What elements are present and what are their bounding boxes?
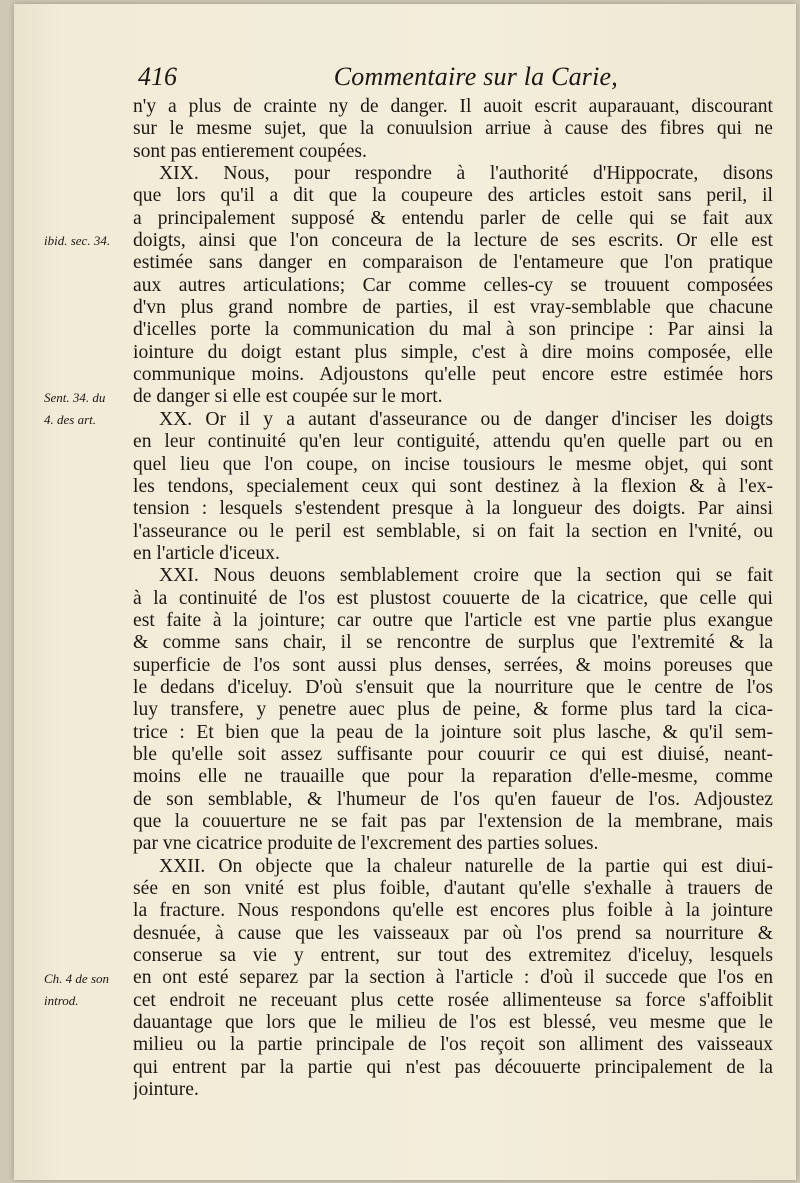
text-line: iointure du doigt estant plus simple, c'est à dire moins composée, elle: [133, 341, 773, 363]
text-line: par vne cicatrice produite de l'excrement des parties solues.: [133, 833, 599, 855]
margin-note: introd.: [44, 993, 79, 1008]
page-header: [138, 62, 618, 92]
text-line: l'asseurance ou le peril est semblable, si on fait la section en l'vnité, ou: [133, 520, 773, 542]
text-line: en leur continuité qu'en leur contiguité, attendu qu'en quelle part ou en: [133, 431, 773, 453]
text-line: en l'article d'iceux.: [133, 542, 280, 564]
text-line: & comme sans chair, il se rencontre de surplus que l'extremité & la: [133, 632, 773, 654]
text-line: aux autres articulations; Car comme celles-cy se trouuent composées: [133, 274, 773, 296]
margin-note: Sent. 34. du: [44, 389, 106, 405]
text-line: luy transfere, y penetre auec plus de peine, & forme plus tard la cica-: [133, 699, 773, 721]
text-line: d'vn plus grand nombre de parties, il est vray-semblable que chacune: [133, 297, 773, 319]
body-text: [133, 96, 773, 1101]
text-line: d'icelles porte la communication du mal à son principe : Par ainsi la: [133, 319, 773, 341]
text-line: doigts, ainsi que l'on conceura de la lecture de ses escrits. Or elle est: [133, 230, 773, 252]
text-line: communique moins. Adjoustons qu'elle peut encore estre estimée hors: [133, 364, 773, 386]
text-line: moins elle ne trauaille que pour la reparation d'elle-mesme, comme: [133, 766, 773, 788]
text-line: sée en son vnité est plus foible, d'autant qu'elle s'exhalle à trauers de: [133, 878, 773, 900]
text-line: est faite à la jointure; car outre que l'article est vne partie plus exangue: [133, 609, 773, 631]
text-line: la fracture. Nous respondons qu'elle est encores plus foible à la jointure: [133, 900, 773, 922]
text-line: XXI. Nous deuons semblablement croire que la section qui se fait: [159, 565, 773, 587]
text-line: sont pas entierement coupées.: [133, 140, 367, 162]
text-line: les tendons, specialement ceux qui sont destinez à la flexion & à l'ex-: [133, 475, 773, 497]
text-line: XIX. Nous, pour respondre à l'authorité d'Hippocrate, disons: [159, 163, 773, 185]
text-line: sur le mesme sujet, que la conuulsion arriue à cause des fibres qui ne: [133, 118, 773, 140]
text-line: tension : lesquels s'estendent presque à la longueur des doigts. Par ainsi: [133, 498, 773, 520]
margin-note: Ch. 4 de son: [44, 970, 109, 986]
text-line: jointure.: [133, 1079, 199, 1101]
running-title: Commentaire sur la Carie,: [333, 62, 618, 91]
text-line: cet endroit ne receuant plus cette rosée allimenteuse sa force s'affoiblit: [133, 989, 773, 1011]
page-number: 416: [138, 62, 177, 91]
text-line: le dedans d'iceluy. D'où s'ensuit que la nourriture que le centre de l'os: [133, 676, 773, 698]
text-line: ble qu'elle soit assez suffisante pour couurir ce qui est diuisé, neant-: [133, 743, 773, 765]
text-line: estimée sans danger en comparaison de l'entameure que l'on pratique: [133, 252, 773, 274]
text-line: milieu ou la partie principale de l'os reçoit son alliment des vaisseaux: [133, 1034, 773, 1056]
text-line: à la continuité de l'os est plustost couuerte de la cicatrice, que celle qui: [133, 587, 773, 609]
text-line: conserue sa vie y entrent, sur tout des extremitez d'iceluy, lesquels: [133, 945, 773, 967]
text-line: que lors qu'il a dit que la coupeure des articles estoit sans peril, il: [133, 185, 773, 207]
text-line: trice : Et bien que la peau de la jointure soit plus lasche, & qu'il sem-: [133, 721, 773, 743]
text-line: n'y a plus de crainte ny de danger. Il auoit escrit auparauant, discourant: [133, 96, 773, 117]
text-line: que la couuerture ne se fait pas par l'extension de la membrane, mais: [133, 811, 773, 832]
book-page: [14, 4, 796, 1180]
text-line: XX. Or il y a autant d'asseurance ou de danger d'inciser les doigts: [159, 408, 773, 430]
text-line: a principalement supposé & entendu parler de celle qui se fait aux: [133, 207, 773, 229]
text-line: desnuée, à cause que les vaisseaux par où l'os prend sa nourriture &: [133, 922, 773, 944]
text-line: dauantage que lors que le milieu de l'os est blessé, veu mesme que le: [133, 1012, 773, 1034]
margin-note: ibid. sec. 34.: [44, 233, 111, 249]
text-line: superficie de l'os sont aussi plus denses, serrées, & moins poreuses que: [133, 654, 773, 676]
text-line: XXII. On objecte que la chaleur naturelle de la partie qui est diui-: [159, 855, 773, 877]
text-line: en ont esté separez par la section à l'article : d'où il succede que l'os en: [133, 967, 773, 989]
text-line: de son semblable, & l'humeur de l'os qu'en faueur de l'os. Adjoustez: [133, 788, 773, 810]
text-line: quel lieu que l'on coupe, on incise tousiours le mesme objet, qui sont: [133, 453, 773, 475]
text-line: de danger si elle est coupée sur le mort.: [133, 386, 443, 408]
text-line: qui entrent par la partie qui n'est pas découuerte principalement de la: [133, 1056, 773, 1078]
margin-note: 4. des art.: [44, 411, 96, 427]
